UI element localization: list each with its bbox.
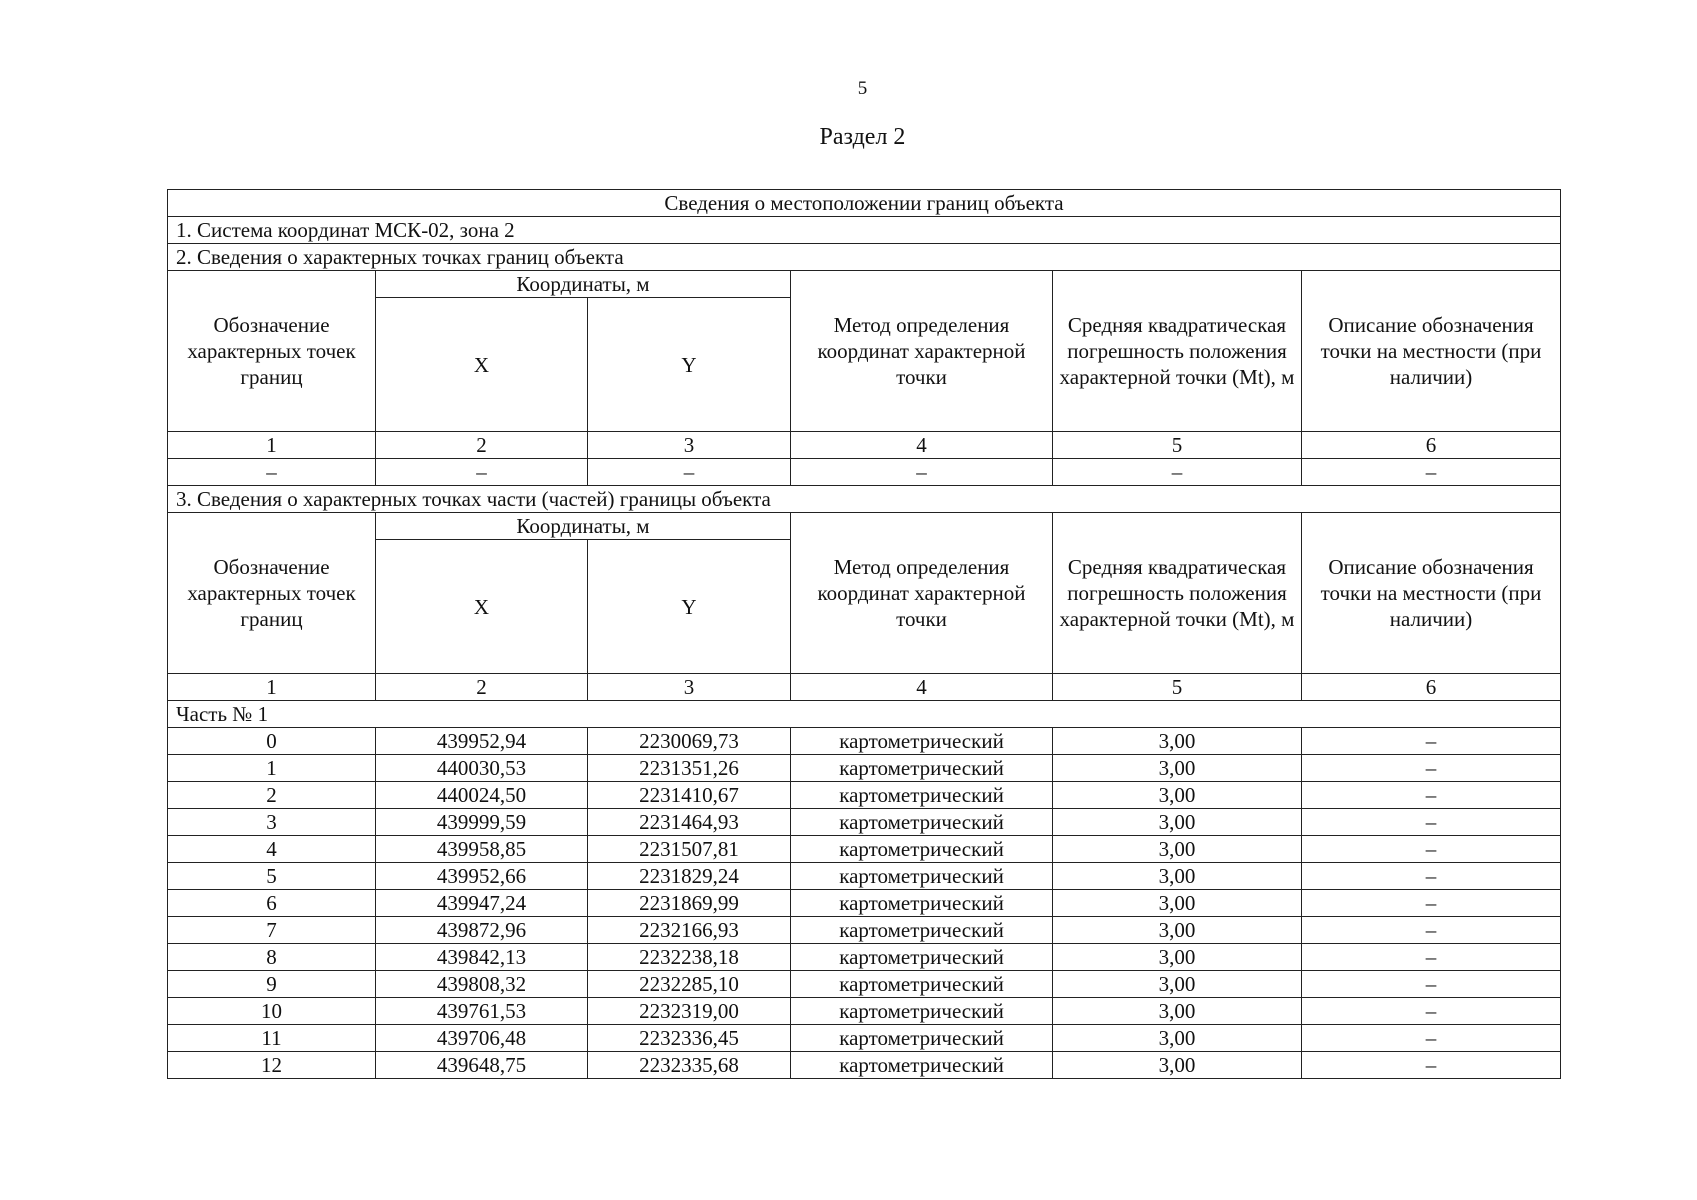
table-row (168, 890, 1561, 917)
column-number: 4 (791, 674, 1053, 701)
section2-title-row (168, 244, 1561, 271)
point-designation: 5 (168, 863, 376, 890)
table-row (168, 809, 1561, 836)
header-x: X (376, 298, 588, 432)
section2-title: 2. Сведения о характерных точках границ объекта (168, 244, 1561, 271)
method: картометрический (791, 1052, 1053, 1079)
dash-cell: – (1053, 459, 1302, 486)
description: – (1302, 755, 1561, 782)
point-designation: 6 (168, 890, 376, 917)
column-number: 3 (588, 432, 791, 459)
coord-y: 2232319,00 (588, 998, 791, 1025)
error-mt: 3,00 (1053, 809, 1302, 836)
table-row (168, 971, 1561, 998)
point-designation: 4 (168, 836, 376, 863)
error-mt: 3,00 (1053, 971, 1302, 998)
point-designation: 8 (168, 944, 376, 971)
table-row (168, 998, 1561, 1025)
method: картометрический (791, 917, 1053, 944)
method: картометрический (791, 863, 1053, 890)
coord-x: 439648,75 (376, 1052, 588, 1079)
section3-header-row (168, 513, 1561, 540)
column-number: 2 (376, 674, 588, 701)
coord-y: 2232285,10 (588, 971, 791, 998)
boundary-table (167, 189, 1561, 1079)
error-mt: 3,00 (1053, 1052, 1302, 1079)
header-designation: Обозначение характерных точек границ (168, 513, 376, 674)
coord-x: 439958,85 (376, 836, 588, 863)
point-designation: 1 (168, 755, 376, 782)
table-title: Сведения о местоположении границ объекта (168, 190, 1561, 217)
point-designation: 9 (168, 971, 376, 998)
method: картометрический (791, 944, 1053, 971)
coord-x: 439952,66 (376, 863, 588, 890)
column-number: 3 (588, 674, 791, 701)
dash-cell: – (168, 459, 376, 486)
header-designation: Обозначение характерных точек границ (168, 271, 376, 432)
header-coordinates: Координаты, м (376, 513, 791, 540)
header-y: Y (588, 540, 791, 674)
table-row (168, 836, 1561, 863)
header-error: Средняя квадратическая погрешность положения характерной точки (Mt), м (1053, 271, 1302, 432)
method: картометрический (791, 755, 1053, 782)
coord-y: 2230069,73 (588, 728, 791, 755)
section3-title: 3. Сведения о характерных точках части (частей) границы объекта (168, 486, 1561, 513)
header-method: Метод определения координат характерной точки (791, 513, 1053, 674)
header-coordinates: Координаты, м (376, 271, 791, 298)
table-row (168, 917, 1561, 944)
table-row (168, 944, 1561, 971)
error-mt: 3,00 (1053, 836, 1302, 863)
description: – (1302, 782, 1561, 809)
description: – (1302, 890, 1561, 917)
section3-column-numbers (168, 674, 1561, 701)
method: картометрический (791, 1025, 1053, 1052)
coord-y: 2231829,24 (588, 863, 791, 890)
dash-cell: – (376, 459, 588, 486)
description: – (1302, 1052, 1561, 1079)
header-y: Y (588, 298, 791, 432)
coord-x: 439872,96 (376, 917, 588, 944)
table-row (168, 755, 1561, 782)
column-number: 6 (1302, 432, 1561, 459)
section-title: Раздел 2 (819, 124, 906, 150)
coord-y: 2231869,99 (588, 890, 791, 917)
header-error: Средняя квадратическая погрешность положения характерной точки (Mt), м (1053, 513, 1302, 674)
header-x: X (376, 540, 588, 674)
part-label: Часть № 1 (168, 701, 1561, 728)
point-designation: 3 (168, 809, 376, 836)
section2-empty-row (168, 459, 1561, 486)
method: картометрический (791, 971, 1053, 998)
table-row (168, 782, 1561, 809)
section2-column-numbers (168, 432, 1561, 459)
error-mt: 3,00 (1053, 944, 1302, 971)
table-title-row (168, 190, 1561, 217)
table-row (168, 863, 1561, 890)
section2-header-row (168, 271, 1561, 298)
section3-title-row (168, 486, 1561, 513)
error-mt: 3,00 (1053, 728, 1302, 755)
error-mt: 3,00 (1053, 998, 1302, 1025)
description: – (1302, 944, 1561, 971)
method: картометрический (791, 728, 1053, 755)
table-row (168, 1052, 1561, 1079)
coord-y: 2231410,67 (588, 782, 791, 809)
description: – (1302, 1025, 1561, 1052)
column-number: 6 (1302, 674, 1561, 701)
column-number: 5 (1053, 674, 1302, 701)
point-designation: 2 (168, 782, 376, 809)
coord-y: 2231464,93 (588, 809, 791, 836)
coord-y: 2232238,18 (588, 944, 791, 971)
coord-x: 439952,94 (376, 728, 588, 755)
coord-y: 2231351,26 (588, 755, 791, 782)
error-mt: 3,00 (1053, 782, 1302, 809)
coord-y: 2231507,81 (588, 836, 791, 863)
description: – (1302, 809, 1561, 836)
coord-system-row (168, 217, 1561, 244)
method: картометрический (791, 809, 1053, 836)
column-number: 1 (168, 674, 376, 701)
point-designation: 10 (168, 998, 376, 1025)
header-description: Описание обозначения точки на местности (при наличии) (1302, 513, 1561, 674)
description: – (1302, 971, 1561, 998)
column-number: 2 (376, 432, 588, 459)
error-mt: 3,00 (1053, 755, 1302, 782)
method: картометрический (791, 998, 1053, 1025)
page-number: 5 (857, 78, 868, 99)
point-designation: 0 (168, 728, 376, 755)
coord-x: 439761,53 (376, 998, 588, 1025)
coord-y: 2232166,93 (588, 917, 791, 944)
coord-x: 439706,48 (376, 1025, 588, 1052)
point-designation: 7 (168, 917, 376, 944)
dash-cell: – (791, 459, 1053, 486)
error-mt: 3,00 (1053, 890, 1302, 917)
coord-x: 439947,24 (376, 890, 588, 917)
dash-cell: – (588, 459, 791, 486)
coord-y: 2232336,45 (588, 1025, 791, 1052)
description: – (1302, 863, 1561, 890)
header-method: Метод определения координат характерной точки (791, 271, 1053, 432)
coord-system: 1. Система координат МСК-02, зона 2 (168, 217, 1561, 244)
header-description: Описание обозначения точки на местности (при наличии) (1302, 271, 1561, 432)
coord-x: 440024,50 (376, 782, 588, 809)
coord-x: 440030,53 (376, 755, 588, 782)
table-row (168, 728, 1561, 755)
description: – (1302, 728, 1561, 755)
description: – (1302, 836, 1561, 863)
error-mt: 3,00 (1053, 1025, 1302, 1052)
method: картометрический (791, 782, 1053, 809)
point-designation: 12 (168, 1052, 376, 1079)
coord-x: 439842,13 (376, 944, 588, 971)
coord-y: 2232335,68 (588, 1052, 791, 1079)
part-label-row (168, 701, 1561, 728)
column-number: 5 (1053, 432, 1302, 459)
description: – (1302, 998, 1561, 1025)
table-row (168, 1025, 1561, 1052)
coord-x: 439808,32 (376, 971, 588, 998)
error-mt: 3,00 (1053, 863, 1302, 890)
error-mt: 3,00 (1053, 917, 1302, 944)
description: – (1302, 917, 1561, 944)
method: картометрический (791, 836, 1053, 863)
column-number: 1 (168, 432, 376, 459)
column-number: 4 (791, 432, 1053, 459)
coord-x: 439999,59 (376, 809, 588, 836)
method: картометрический (791, 890, 1053, 917)
point-designation: 11 (168, 1025, 376, 1052)
dash-cell: – (1302, 459, 1561, 486)
